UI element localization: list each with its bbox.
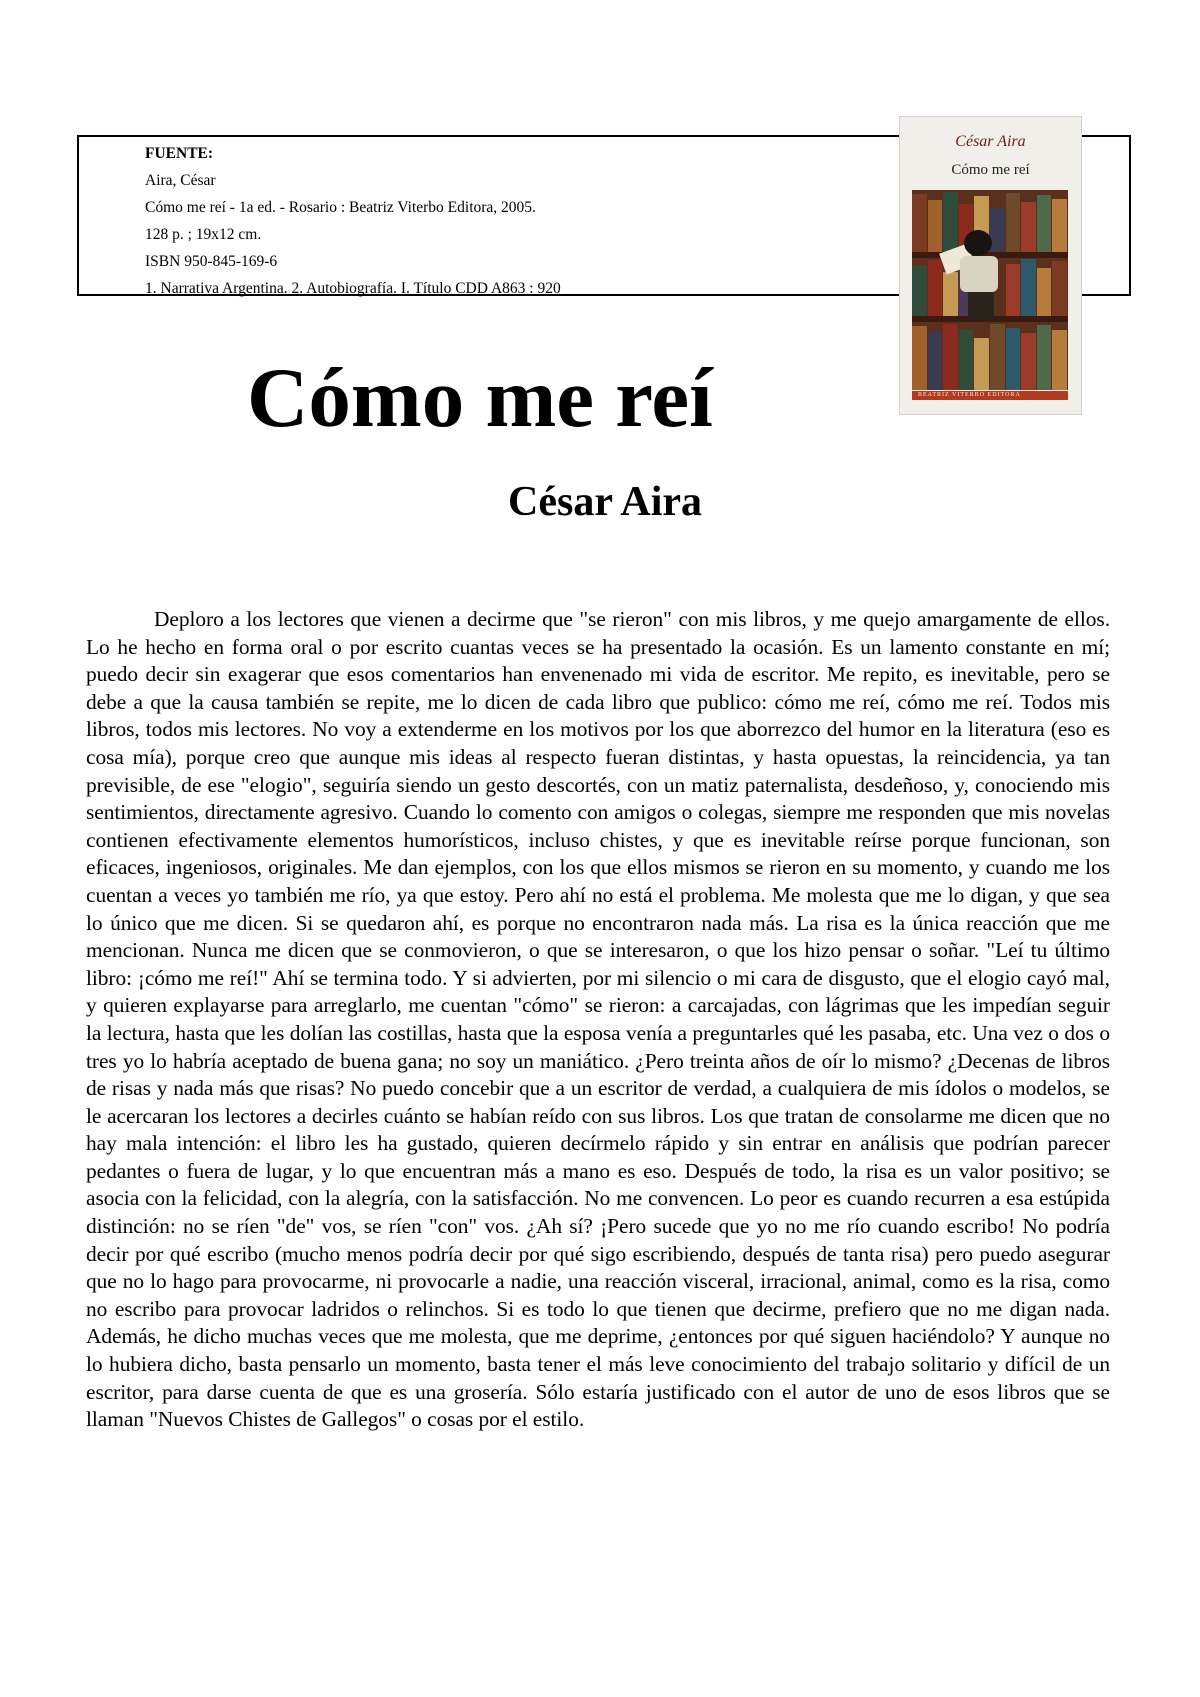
- cover-child-figure: [960, 256, 998, 292]
- source-isbn-line: ISBN 950-845-169-6: [145, 253, 278, 270]
- source-label: FUENTE:: [145, 145, 214, 162]
- cover-illustration: [912, 190, 1068, 390]
- body-paragraph: Deploro a los lectores que vienen a decirme que "se rieron" con mis libros, y me quejo amargamente de ellos. Lo he hecho en forma oral o por escrito cuantas veces se ha presentado la ocasión. Es un lamento constante en mí; puedo decir sin exagerar que esos comentarios han envenenado mi vida de escritor. Me repito, es inevitable, pero se debe a que la causa también se repite, me lo dicen de cada libro que publico: cómo me reí, cómo me reí. Todos mis libros, todos mis lectores. No voy a extenderme en los motivos por los que aborrezco del humor en la literatura (eso es cosa mía), porque creo que aunque mis ideas al respecto fueran distintas, y hasta opuestas, la reincidencia, ya tan previsible, de ese "elogio", seguiría siendo un gesto descortés, con un matiz paternalista, desdeñoso, y, conociendo mis sentimientos, directamente agresivo. Cuando lo comento con amigos o colegas, siempre me responden que mis novelas contienen efectivamente elementos humorísticos, incluso chistes, y que es inevitable reírse porque funcionan, son eficaces, ingeniosos, originales. Me dan ejemplos, con los que ellos mismos se rieron en su momento, y cuando me los cuentan a veces yo también me río, ya que estoy. Pero ahí no está el problema. Me molesta que me lo digan, y que sea lo único que me dicen. Si se quedaron ahí, es porque no encontraron nada más. La risa es la única reacción que me mencionan. Nunca me dicen que se conmovieron, o que se interesaron, o que los hizo pensar o soñar. "Leí tu último libro: ¡cómo me reí!" Ahí se termina todo. Y si advierten, por mi silencio o mi cara de disgusto, que el elogio cayó mal, y quieren explayarse para arreglarlo, me cuentan "cómo" se rieron: a carcajadas, con lágrimas que les impedían seguir la lectura, hasta que les dolían las costillas, hasta que la esposa venía a preguntarles qué les pasaba, etc. Una vez o dos o tres yo lo habría aceptado de buena gana; no soy un maniático. ¿Pero treinta años de oír lo mismo? ¿Decenas de libros de risas y nada más que risas? No puedo concebir que a un escritor de verdad, a cualquiera de mis ídolos o modelos, se le acercaran los lectores a decirles cuánto se habían reído con sus libros. Los que tratan de consolarme me dicen que no hay mala intención: el libro les ha gustado, quieren decírmelo rápido y sin entrar en análisis que podrían parecer pedantes o fuera de lugar, y lo que encuentran más a mano es eso. Después de todo, la risa es un valor positivo; se asocia con la felicidad, con la alegría, con la satisfacción. No me convencen. Lo peor es cuando recurren a esa estúpida distinción: no se ríen "de" vos, se ríen "con" vos. ¿Ah sí? ¡Pero sucede que yo no me río cuando escribo! No podría decir por qué escribo (mucho menos podría decir por qué sigo escribiendo, después de tanta risa) pero puedo asegurar que no lo hago para provocarme, ni provocarle a nadie, una reacción visceral, irracional, animal, como es la risa, como no escribo para provocar ladridos o relinchos. Si es todo lo que tienen que decirme, prefiero que no me digan nada. Además, he dicho muchas veces que me molesta, que me deprime, ¿entonces por qué siguen haciéndolo? Y aunque no lo hubiera dicho, basta pensarlo un momento, basta tener el más leve conocimiento del trabajo solitario y difícil de un escritor, para darse cuenta de que es una grosería. Sólo estaría justificado con el autor de uno de esos libros que se llaman "Nuevos Chistes de Gallegos" o cosas por el estilo.: [86, 607, 1110, 1432]
- source-edition-line: Cómo me reí - 1a ed. - Rosario : Beatriz Viterbo Editora, 2005.: [145, 199, 536, 216]
- bookshelf-bottom: [912, 322, 1068, 390]
- document-title: Cómo me reí: [247, 351, 713, 445]
- source-classification-line: 1. Narrativa Argentina. 2. Autobiografía. I. Título CDD A863 : 920: [145, 280, 561, 297]
- source-format-line: 128 p. ; 19x12 cm.: [145, 226, 262, 243]
- document-author: César Aira: [508, 479, 703, 525]
- book-cover-image: [900, 117, 1081, 414]
- source-author-line: Aira, César: [145, 172, 216, 189]
- cover-publisher-band: BEATRIZ VITERBO EDITORA: [912, 391, 1068, 400]
- cover-child-legs: [968, 292, 994, 320]
- source-citation: [145, 140, 561, 302]
- cover-author: César Aira: [955, 133, 1026, 150]
- cover-title: Cómo me reí: [951, 162, 1030, 178]
- cover-child-head: [964, 230, 992, 256]
